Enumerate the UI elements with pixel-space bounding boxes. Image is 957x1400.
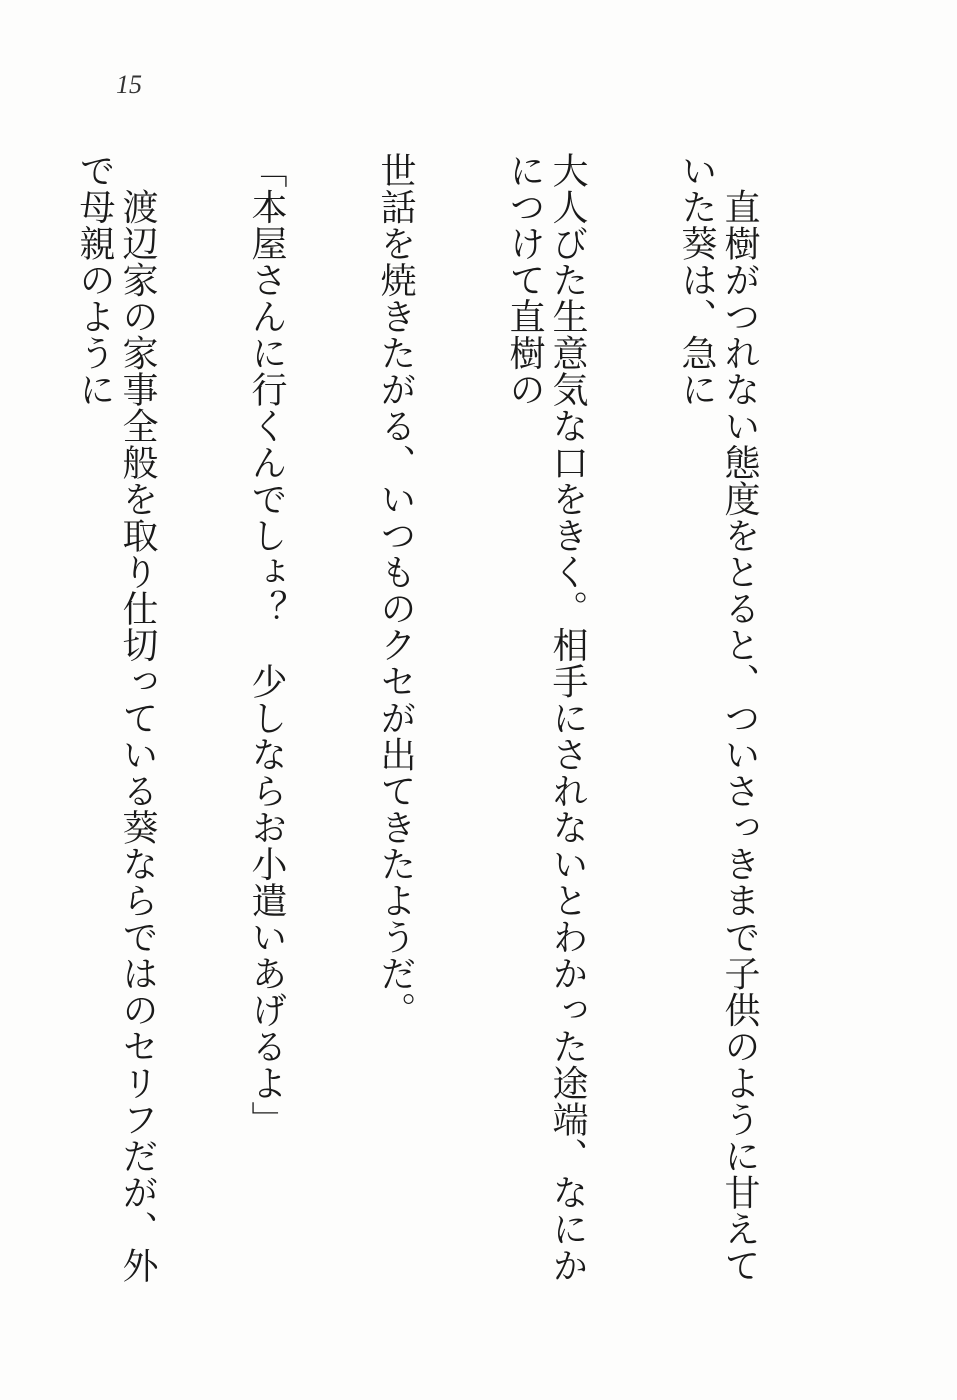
text-line: 「本屋さんに行くんでしょ？ 少しならお小遣いあげるよ」 [246, 152, 287, 1138]
vertical-text-body [0, 152, 847, 1302]
text-line: 大人びた生意気な口をきく。相手にされないとわかった途端、なにかにつけて直樹の [504, 152, 588, 1284]
text-line: 世話を焼きたがる、いつものクセが出てきたようだ。 [375, 152, 416, 1028]
text-line: 直樹がつれない態度をとると、ついさっきまで子供のように甘えていた葵は、急に [676, 152, 760, 1284]
text-line: 渡辺家の家事全般を取り仕切っている葵ならではのセリフだが、外で母親のように [74, 152, 158, 1284]
page-number: 15 [116, 70, 142, 99]
